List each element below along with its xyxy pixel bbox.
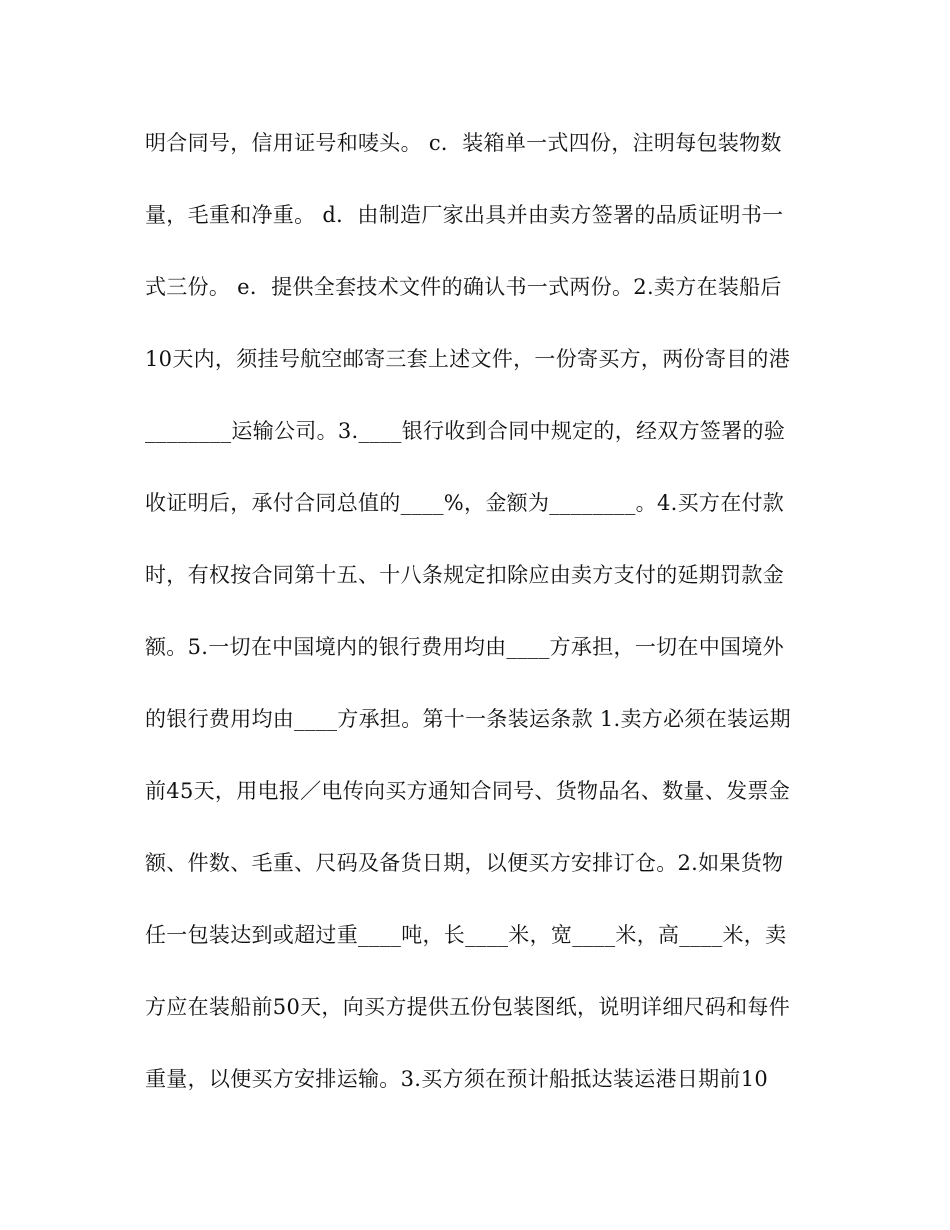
text-line: 前45天，用电报／电传向买方通知合同号、货物品名、数量、发票金 [145, 779, 791, 803]
text-line: ________运输公司。3.____银行收到合同中规定的，经双方签署的验 [145, 419, 786, 443]
text-line: 式三份。 e．提供全套技术文件的确认书一式两份。2.卖方在装船后 [145, 275, 782, 299]
text-line: 重量，以便买方安排运输。3.买方须在预计船抵达装运港日期前10 [145, 1067, 769, 1091]
text-line: 10天内，须挂号航空邮寄三套上述文件，一份寄买方，两份寄目的港 [145, 347, 791, 371]
text-line: 额。5.一切在中国境内的银行费用均由____方承担，一切在中国境外 [145, 635, 784, 659]
text-line: 任一包装达到或超过重____吨，长____米，宽____米，高____米，卖 [145, 923, 787, 947]
text-line: 时，有权按合同第十五、十八条规定扣除应由卖方支付的延期罚款金 [145, 563, 784, 587]
text-line: 的银行费用均由____方承担。第十一条装运条款 1.卖方必须在装运期 [145, 707, 791, 731]
text-line: 明合同号，信用证号和唛头。 c．装箱单一式四份，注明每包装物数 [145, 131, 782, 155]
text-line: 收证明后，承付合同总值的____%，金额为________。4.买方在付款 [145, 491, 785, 515]
text-line: 方应在装船前50天，向买方提供五份包装图纸，说明详细尺码和每件 [145, 995, 791, 1019]
text-line: 量，毛重和净重。 d．由制造厂家出具并由卖方签署的品质证明书一 [145, 203, 784, 227]
text-line: 额、件数、毛重、尺码及备货日期，以便买方安排订仓。2.如果货物 [145, 851, 784, 875]
